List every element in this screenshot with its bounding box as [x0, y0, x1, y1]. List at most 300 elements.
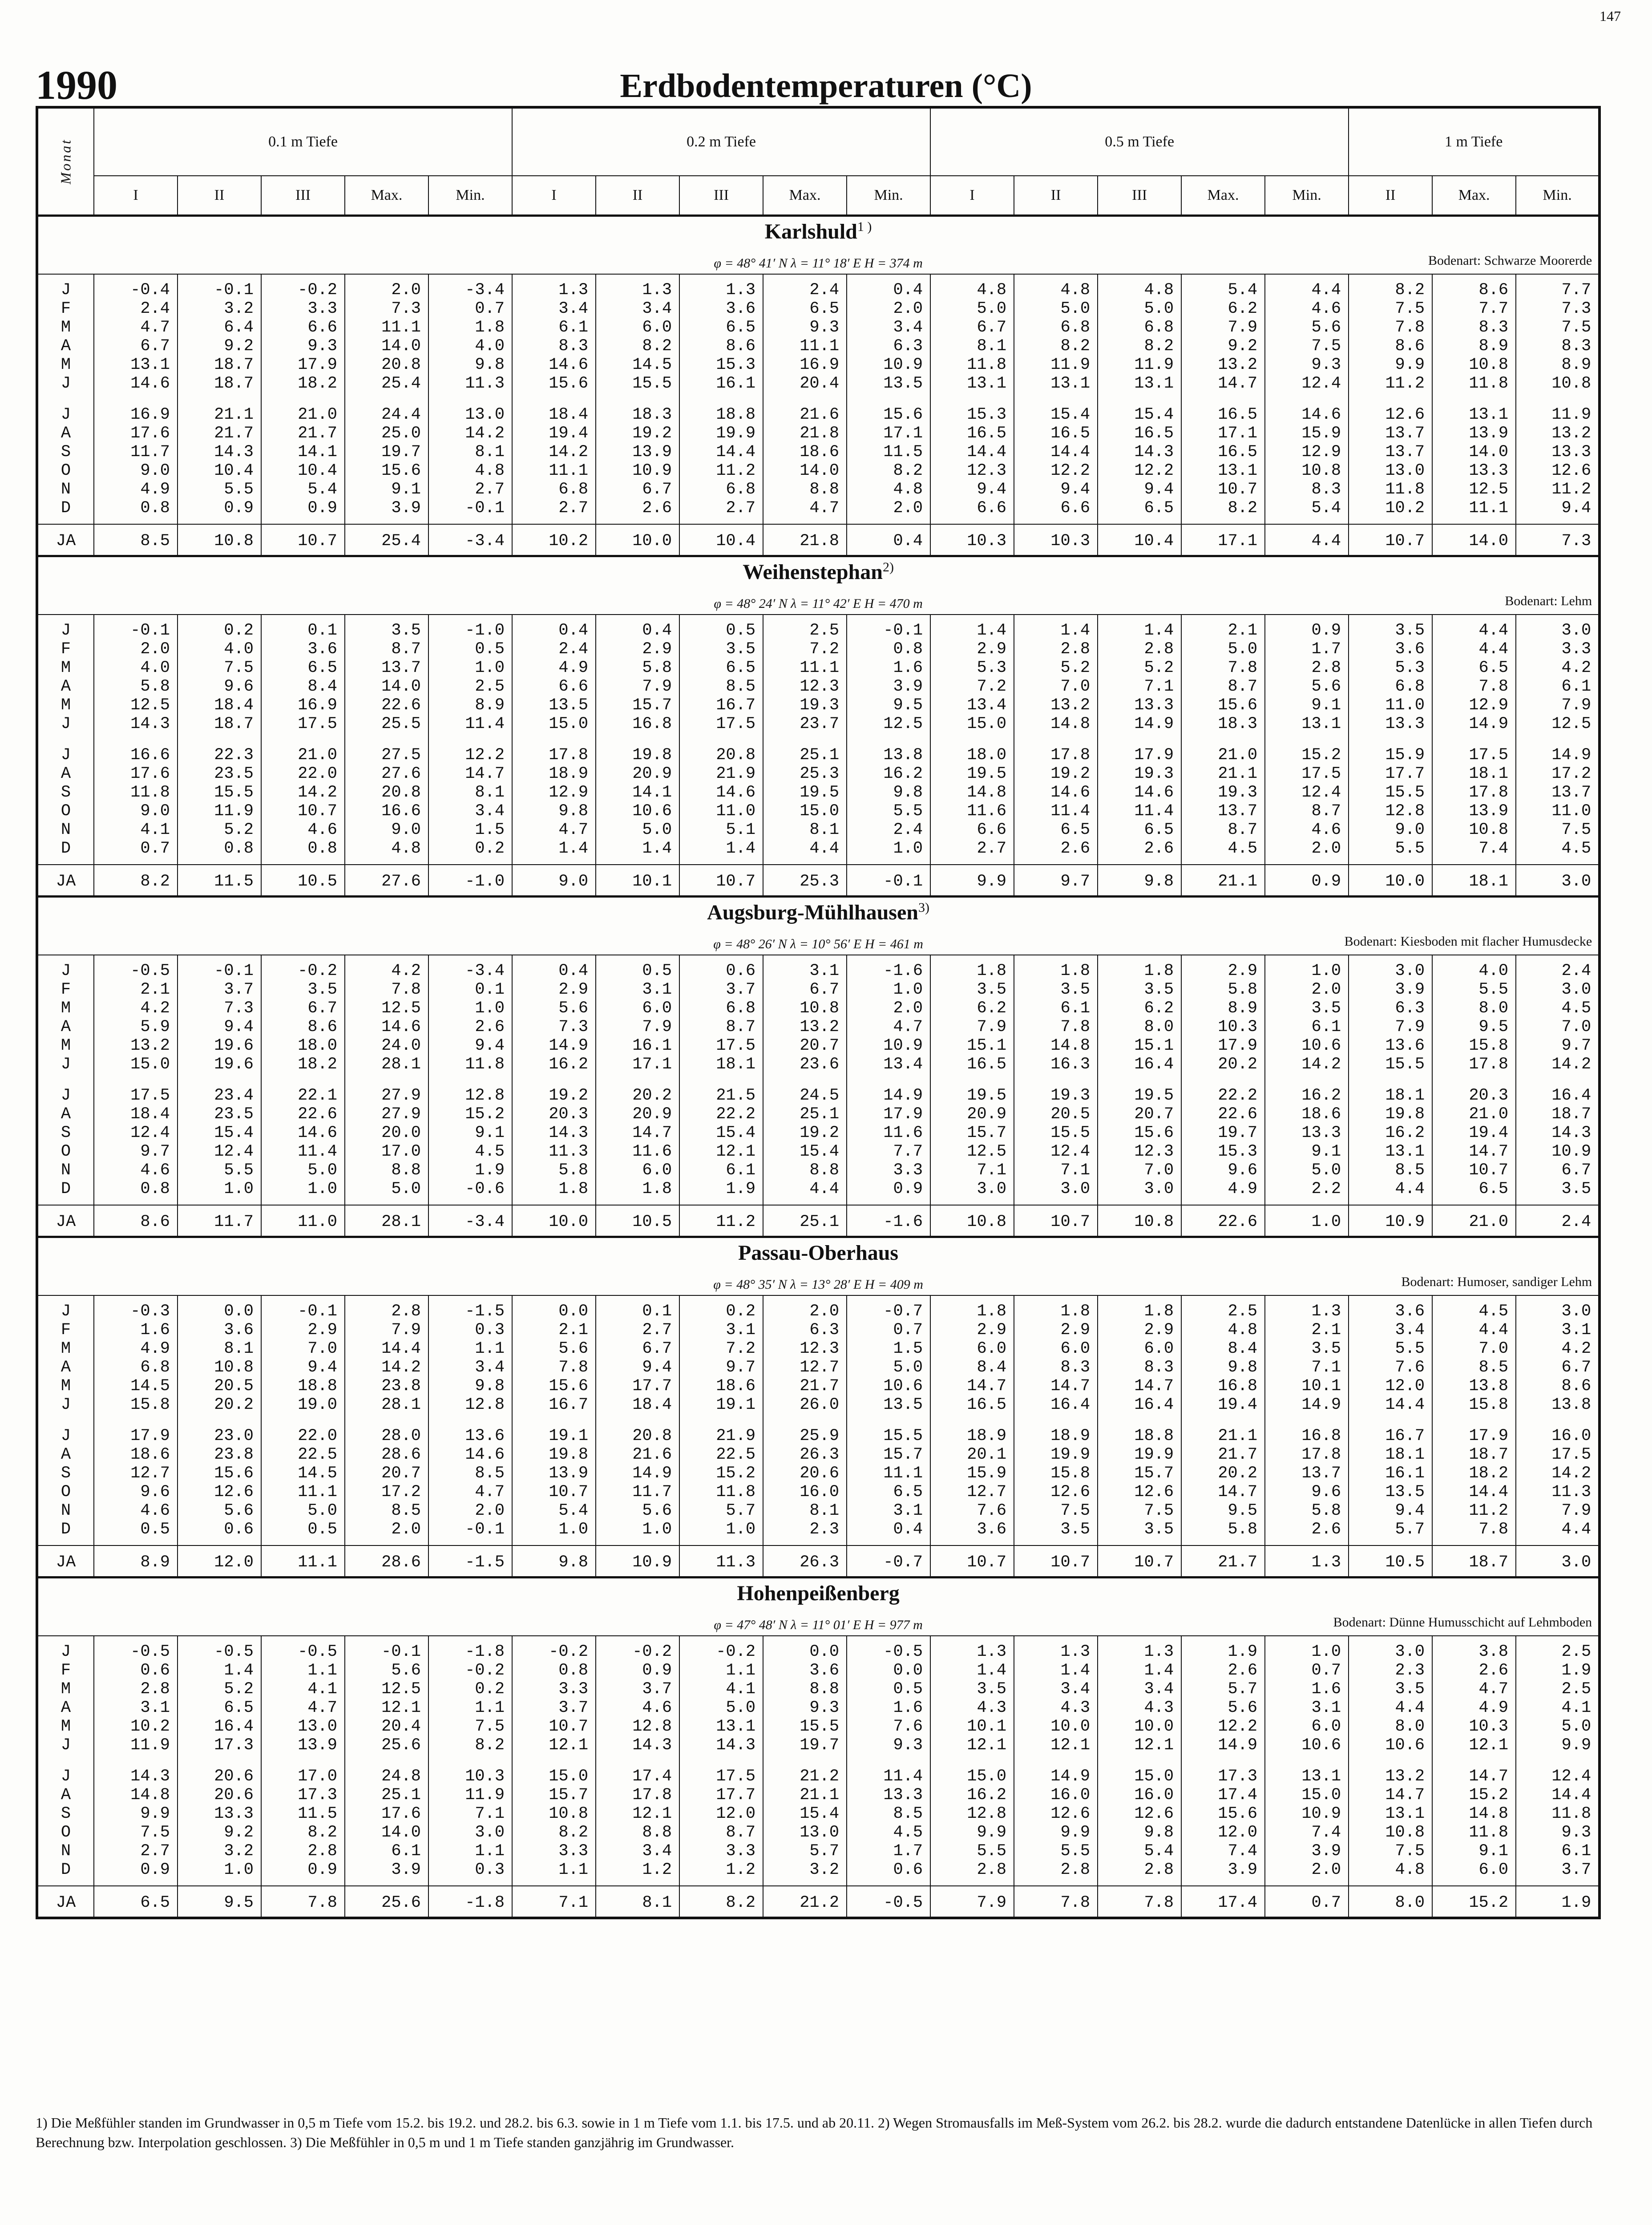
temperature-value: 15.8	[1050, 1464, 1091, 1483]
temperature-value: 11.9	[465, 1786, 505, 1804]
temperature-value: 11.5	[883, 443, 923, 461]
temperature-value: 8.1	[475, 443, 505, 461]
temperature-value: 14.7	[1218, 1483, 1258, 1501]
column-header: II	[178, 176, 261, 216]
temperature-value: 1.3	[1311, 1302, 1341, 1321]
annual-value: 9.5	[178, 1886, 261, 1918]
temperature-value: 3.0	[1395, 962, 1425, 980]
temperature-value: 0.9	[224, 499, 254, 518]
temperature-value: 11.9	[1050, 356, 1091, 374]
temperature-value: 9.4	[1395, 1501, 1425, 1520]
temperature-value: -1.0	[465, 621, 505, 640]
month-label: D	[61, 839, 71, 858]
value-cell	[345, 1761, 428, 1886]
temperature-value: 5.6	[1311, 318, 1341, 337]
temperature-value: 1.3	[1060, 1642, 1091, 1661]
temperature-value: 10.9	[883, 1036, 923, 1055]
temperature-value: 8.2	[307, 1823, 337, 1842]
value-cell	[1516, 955, 1599, 1080]
value-cell	[1265, 1295, 1349, 1420]
column-header: Min.	[1516, 176, 1599, 216]
column-header: Min.	[1265, 176, 1349, 216]
value-cell	[1432, 615, 1516, 740]
temperature-value: 3.5	[391, 621, 421, 640]
temperature-value: 2.9	[1060, 1321, 1091, 1339]
temperature-value: 7.0	[307, 1339, 337, 1358]
temperature-value: 19.6	[214, 1055, 254, 1074]
temperature-value: 2.4	[893, 821, 923, 839]
temperature-value: 23.7	[800, 715, 840, 733]
temperature-value: 12.7	[800, 1358, 840, 1377]
temperature-value: 12.1	[716, 1142, 756, 1161]
temperature-value: 14.7	[1134, 1377, 1174, 1396]
temperature-value: 9.1	[1311, 696, 1341, 715]
temperature-value: 1.5	[475, 821, 505, 839]
temperature-value: 10.7	[549, 1717, 589, 1736]
temperature-value: 15.0	[1134, 1767, 1174, 1786]
temperature-value: 8.3	[1478, 318, 1509, 337]
temperature-value: 27.6	[381, 765, 421, 783]
temperature-value: 7.1	[475, 1804, 505, 1823]
temperature-value: 6.7	[1561, 1358, 1591, 1377]
temperature-value: 4.7	[1478, 1680, 1509, 1699]
temperature-value: 5.0	[1144, 299, 1174, 318]
temperature-value: 15.5	[632, 374, 672, 393]
temperature-value: 12.3	[967, 461, 1007, 480]
temperature-value: -0.5	[298, 1642, 337, 1661]
temperature-value: 6.0	[1144, 1339, 1174, 1358]
temperature-value: 17.1	[1218, 424, 1258, 443]
temperature-value: 14.2	[1301, 1055, 1341, 1074]
temperature-value: 15.4	[1134, 405, 1174, 424]
temperature-value: 15.0	[967, 1767, 1007, 1786]
temperature-value: 15.4	[214, 1124, 254, 1142]
temperature-value: 14.8	[967, 783, 1007, 802]
value-cell	[1014, 955, 1098, 1080]
annual-value: 9.8	[512, 1545, 596, 1578]
temperature-value: 2.8	[977, 1861, 1007, 1879]
temperature-value: 3.7	[224, 980, 254, 999]
temperature-value: 0.5	[642, 962, 672, 980]
temperature-value: 13.1	[130, 356, 170, 374]
temperature-value: 6.0	[1478, 1861, 1509, 1879]
temperature-value: 14.9	[1551, 746, 1591, 765]
value-cell	[261, 399, 345, 524]
temperature-value: 15.6	[381, 461, 421, 480]
temperature-value: 14.5	[632, 356, 672, 374]
temperature-value: 4.8	[475, 461, 505, 480]
value-cell	[847, 274, 930, 399]
temperature-value: 20.8	[716, 746, 756, 765]
temperature-value: 11.4	[1050, 802, 1091, 821]
temperature-value: 6.0	[642, 1161, 672, 1180]
temperature-value: 9.6	[224, 677, 254, 696]
month-label: A	[61, 1786, 71, 1804]
temperature-value: 4.3	[1060, 1699, 1091, 1717]
temperature-value: 9.0	[140, 461, 170, 480]
temperature-value: 7.1	[1144, 677, 1174, 696]
value-cell	[679, 740, 763, 865]
temperature-value: 14.1	[632, 783, 672, 802]
annual-value: 21.7	[1181, 1545, 1265, 1578]
temperature-value: 18.7	[1551, 1105, 1591, 1124]
annual-value: -1.5	[428, 1545, 512, 1578]
value-cell	[1349, 740, 1432, 865]
temperature-value: 16.2	[967, 1786, 1007, 1804]
annual-value: 12.0	[178, 1545, 261, 1578]
temperature-value: 0.0	[558, 1302, 589, 1321]
value-cell	[1014, 615, 1098, 740]
temperature-value: 11.4	[465, 715, 505, 733]
temperature-value: 1.0	[1311, 1642, 1341, 1661]
temperature-value: 20.8	[632, 1427, 672, 1445]
month-label: A	[61, 1699, 71, 1717]
temperature-value: 7.9	[642, 677, 672, 696]
footnotes: 1) Die Meßfühler standen im Grundwasser in 0,5 m Tiefe vom 15.2. bis 19.2. und 28.2. bis 6.3. sowie in 1 m Tiefe vom 1.1. bis 17.5. und ab 20.11. 2) Wegen Stromausfalls im Meß-System vom 26.2. bis 28.2. wurde die dadurch entstandene Datenlücke in allen Tiefen durch Berechnung bzw. Interpolation geschlossen. 3) Die Meßfühler in 0,5 m und 1 m Tiefe standen ganzjährig im Grundwasser.	[36, 2115, 1593, 2150]
temperature-value: 17.8	[1050, 746, 1091, 765]
temperature-value: 15.8	[130, 1396, 170, 1414]
value-cell	[847, 1420, 930, 1545]
temperature-value: 10.6	[632, 802, 672, 821]
temperature-value: 16.4	[1551, 1086, 1591, 1105]
temperature-value: 18.7	[214, 356, 254, 374]
temperature-value: 14.1	[298, 443, 337, 461]
annual-value: 10.5	[261, 865, 345, 897]
annual-value: 11.2	[679, 1205, 763, 1237]
annual-value: 7.3	[1516, 524, 1599, 556]
temperature-value: 1.3	[1144, 1642, 1174, 1661]
temperature-value: 15.5	[214, 783, 254, 802]
value-cell	[1181, 1420, 1265, 1545]
temperature-value: 12.6	[1050, 1804, 1091, 1823]
value-cell	[261, 1636, 345, 1761]
temperature-value: 7.5	[140, 1823, 170, 1842]
temperature-value: 0.6	[140, 1661, 170, 1680]
temperature-value: 2.9	[642, 640, 672, 659]
value-cell	[94, 1761, 178, 1886]
temperature-value: 18.6	[800, 443, 840, 461]
temperature-value: 17.6	[130, 765, 170, 783]
temperature-value: 6.0	[642, 318, 672, 337]
temperature-value: 5.8	[1311, 1501, 1341, 1520]
annual-row	[37, 1205, 1599, 1237]
temperature-value: 17.9	[1134, 746, 1174, 765]
temperature-value: 14.6	[1134, 783, 1174, 802]
temperature-value: 8.7	[726, 1018, 756, 1036]
temperature-value: 7.8	[1060, 1018, 1091, 1036]
temperature-value: 6.1	[391, 1842, 421, 1861]
temperature-value: 8.2	[642, 337, 672, 356]
temperature-value: 4.2	[391, 962, 421, 980]
station-name-text: Hohenpeißenberg	[737, 1582, 900, 1605]
month-label: J	[61, 405, 71, 424]
temperature-value: 1.4	[726, 839, 756, 858]
temperature-value: 15.3	[967, 405, 1007, 424]
temperature-value: 14.7	[1385, 1786, 1425, 1804]
temperature-value: 0.7	[475, 299, 505, 318]
annual-value: -0.1	[847, 865, 930, 897]
temperature-value: 14.7	[967, 1377, 1007, 1396]
month-label: D	[61, 1861, 71, 1879]
temperature-value: 5.6	[1311, 677, 1341, 696]
value-cell	[345, 740, 428, 865]
temperature-value: 4.8	[1144, 281, 1174, 299]
temperature-value: 2.1	[1311, 1321, 1341, 1339]
annual-value: 9.9	[930, 865, 1014, 897]
annual-value: 6.5	[94, 1886, 178, 1918]
temperature-value: 10.7	[1469, 1161, 1509, 1180]
temperature-value: -0.7	[883, 1302, 923, 1321]
temperature-value: 0.5	[475, 640, 505, 659]
value-cell	[596, 274, 679, 399]
temperature-value: 5.0	[1060, 299, 1091, 318]
temperature-value: 16.8	[632, 715, 672, 733]
station-name	[38, 1581, 1598, 1606]
temperature-value: 7.0	[1561, 1018, 1591, 1036]
temperature-value: 9.1	[1311, 1142, 1341, 1161]
temperature-value: -0.1	[214, 962, 254, 980]
temperature-value: 5.5	[224, 1161, 254, 1180]
temperature-value: 5.5	[1478, 980, 1509, 999]
temperature-value: 21.6	[632, 1445, 672, 1464]
temperature-value: 12.1	[967, 1736, 1007, 1755]
value-cell	[1181, 1636, 1265, 1761]
temperature-value: 11.2	[716, 461, 756, 480]
temperature-value: 7.0	[1478, 1339, 1509, 1358]
temperature-value: 21.1	[1218, 765, 1258, 783]
temperature-value: 5.5	[1060, 1842, 1091, 1861]
annual-value: 25.6	[345, 1886, 428, 1918]
value-cell	[1516, 1420, 1599, 1545]
temperature-value: 3.6	[224, 1321, 254, 1339]
temperature-value: 12.3	[800, 1339, 840, 1358]
temperature-value: 5.7	[1395, 1520, 1425, 1539]
temperature-value: 9.1	[475, 1124, 505, 1142]
temperature-value: 9.8	[893, 783, 923, 802]
temperature-value: 1.1	[558, 1861, 589, 1879]
temperature-value: 1.0	[307, 1180, 337, 1198]
month-label: A	[61, 337, 71, 356]
temperature-value: -0.1	[214, 281, 254, 299]
value-cell	[512, 1636, 596, 1761]
temperature-value: 7.1	[1311, 1358, 1341, 1377]
temperature-value: 2.9	[977, 1321, 1007, 1339]
value-cell	[1181, 274, 1265, 399]
temperature-value: 12.9	[1469, 696, 1509, 715]
data-block-jan-jun	[37, 274, 1599, 399]
temperature-value: 14.6	[1301, 405, 1341, 424]
value-cell	[1516, 399, 1599, 524]
temperature-value: 6.5	[307, 659, 337, 677]
value-cell	[1432, 1295, 1516, 1420]
annual-value: 10.4	[1098, 524, 1181, 556]
temperature-value: 12.8	[632, 1717, 672, 1736]
temperature-value: 19.9	[1050, 1445, 1091, 1464]
temperature-value: 3.0	[1144, 1180, 1174, 1198]
temperature-value: 5.7	[726, 1501, 756, 1520]
temperature-value: 5.6	[224, 1501, 254, 1520]
temperature-value: 6.8	[1395, 677, 1425, 696]
temperature-value: 3.2	[224, 1842, 254, 1861]
temperature-value: 21.7	[1218, 1445, 1258, 1464]
temperature-value: 4.7	[475, 1483, 505, 1501]
temperature-value: -0.2	[298, 281, 337, 299]
temperature-value: 9.6	[1311, 1483, 1341, 1501]
month-label: F	[61, 640, 71, 659]
annual-value: 10.7	[261, 524, 345, 556]
temperature-value: 8.3	[558, 337, 589, 356]
temperature-value: 0.2	[224, 621, 254, 640]
temperature-value: 5.5	[977, 1842, 1007, 1861]
temperature-value: 3.1	[642, 980, 672, 999]
temperature-value: 19.2	[1050, 765, 1091, 783]
temperature-value: 12.4	[1551, 1767, 1591, 1786]
temperature-value: 11.1	[800, 659, 840, 677]
temperature-value: 6.8	[140, 1358, 170, 1377]
value-cell	[512, 615, 596, 740]
temperature-value: 5.8	[1228, 980, 1258, 999]
temperature-value: 15.2	[716, 1464, 756, 1483]
value-cell	[596, 1636, 679, 1761]
temperature-value: 11.6	[883, 1124, 923, 1142]
temperature-value: 1.0	[558, 1520, 589, 1539]
value-cell	[261, 274, 345, 399]
temperature-value: 3.4	[558, 299, 589, 318]
temperature-value: 8.0	[1478, 999, 1509, 1018]
temperature-value: 12.4	[1050, 1142, 1091, 1161]
temperature-value: 19.9	[716, 424, 756, 443]
temperature-value: 17.1	[883, 424, 923, 443]
month-label: O	[61, 802, 71, 821]
temperature-value: 6.6	[1060, 499, 1091, 518]
temperature-value: 19.9	[1134, 1445, 1174, 1464]
temperature-value: 1.4	[558, 839, 589, 858]
temperature-value: 13.7	[1385, 424, 1425, 443]
temperature-value: 22.6	[1218, 1105, 1258, 1124]
temperature-value: 3.7	[558, 1699, 589, 1717]
temperature-value: 3.3	[1561, 640, 1591, 659]
temperature-value: 3.1	[893, 1501, 923, 1520]
temperature-value: 0.6	[224, 1520, 254, 1539]
temperature-value: 9.4	[977, 480, 1007, 499]
temperature-value: 2.5	[1561, 1680, 1591, 1699]
temperature-value: 15.0	[549, 715, 589, 733]
temperature-value: 7.5	[1144, 1501, 1174, 1520]
temperature-value: 0.9	[1311, 621, 1341, 640]
temperature-value: 1.3	[726, 281, 756, 299]
temperature-value: 4.9	[140, 1339, 170, 1358]
temperature-value: 26.3	[800, 1445, 840, 1464]
temperature-value: 5.2	[1144, 659, 1174, 677]
temperature-value: 15.6	[1218, 1804, 1258, 1823]
temperature-value: 19.3	[1218, 783, 1258, 802]
value-cell	[679, 1080, 763, 1205]
temperature-value: 15.7	[967, 1124, 1007, 1142]
value-cell	[847, 740, 930, 865]
temperature-value: 22.0	[298, 765, 337, 783]
station-name-text: Weihenstephan	[743, 560, 883, 584]
temperature-value: 6.2	[1144, 999, 1174, 1018]
value-cell	[1349, 615, 1432, 740]
value-cell	[178, 1295, 261, 1420]
annual-value: 10.2	[512, 524, 596, 556]
temperature-value: 13.2	[1551, 424, 1591, 443]
temperature-value: 12.6	[214, 1483, 254, 1501]
temperature-value: 11.1	[298, 1483, 337, 1501]
annual-value: 0.9	[1265, 865, 1349, 897]
temperature-value: 1.0	[1311, 962, 1341, 980]
value-cell	[512, 399, 596, 524]
annual-label: JA	[37, 1545, 94, 1578]
temperature-value: 4.5	[1561, 999, 1591, 1018]
temperature-value: 16.0	[1551, 1427, 1591, 1445]
temperature-value: -3.4	[465, 962, 505, 980]
station-coordinates: φ = 48° 41′ N λ = 11° 18′ E H = 374 m	[714, 256, 923, 271]
temperature-value: 4.1	[307, 1680, 337, 1699]
temperature-value: 5.8	[558, 1161, 589, 1180]
temperature-value: 2.5	[475, 677, 505, 696]
temperature-value: 2.8	[307, 1842, 337, 1861]
temperature-value: 4.7	[893, 1018, 923, 1036]
temperature-value: 14.8	[130, 1786, 170, 1804]
temperature-value: 7.9	[977, 1018, 1007, 1036]
temperature-value: 7.2	[726, 1339, 756, 1358]
temperature-value: 7.8	[1395, 318, 1425, 337]
temperature-value: 1.8	[1060, 962, 1091, 980]
temperature-value: 20.2	[214, 1396, 254, 1414]
temperature-value: 12.6	[1134, 1483, 1174, 1501]
temperature-value: 9.4	[1060, 480, 1091, 499]
temperature-value: 2.4	[1561, 962, 1591, 980]
temperature-value: 9.7	[726, 1358, 756, 1377]
temperature-value: 14.7	[1218, 374, 1258, 393]
temperature-value: 4.5	[1478, 1302, 1509, 1321]
temperature-value: 21.0	[298, 405, 337, 424]
temperature-value: 8.2	[1228, 499, 1258, 518]
temperature-value: 4.6	[1311, 299, 1341, 318]
temperature-value: 15.7	[549, 1786, 589, 1804]
temperature-value: 0.5	[307, 1520, 337, 1539]
value-cell	[1516, 1636, 1599, 1761]
value-cell	[261, 740, 345, 865]
temperature-value: 10.7	[298, 802, 337, 821]
temperature-value: 13.2	[800, 1018, 840, 1036]
value-cell	[1432, 740, 1516, 865]
temperature-value: 8.7	[726, 1823, 756, 1842]
temperature-value: 4.9	[558, 659, 589, 677]
temperature-value: 21.2	[800, 1767, 840, 1786]
value-cell	[596, 1761, 679, 1886]
temperature-value: 13.9	[298, 1736, 337, 1755]
temperature-value: 11.8	[967, 356, 1007, 374]
temperature-value: 2.0	[1311, 1861, 1341, 1879]
value-cell	[178, 955, 261, 1080]
station-coordinates: φ = 48° 26′ N λ = 10° 56′ E H = 461 m	[713, 937, 923, 951]
annual-value: 10.8	[178, 524, 261, 556]
temperature-value: 0.7	[140, 839, 170, 858]
temperature-value: 15.6	[549, 1377, 589, 1396]
month-label: A	[61, 1358, 71, 1377]
temperature-value: 7.9	[642, 1018, 672, 1036]
temperature-value: 9.4	[1144, 480, 1174, 499]
value-cell	[94, 1295, 178, 1420]
temperature-value: 9.2	[224, 1823, 254, 1842]
temperature-value: 22.5	[716, 1445, 756, 1464]
value-cell	[178, 615, 261, 740]
temperature-value: 14.2	[1551, 1464, 1591, 1483]
value-cell	[1432, 1080, 1516, 1205]
temperature-value: 19.8	[1385, 1105, 1425, 1124]
